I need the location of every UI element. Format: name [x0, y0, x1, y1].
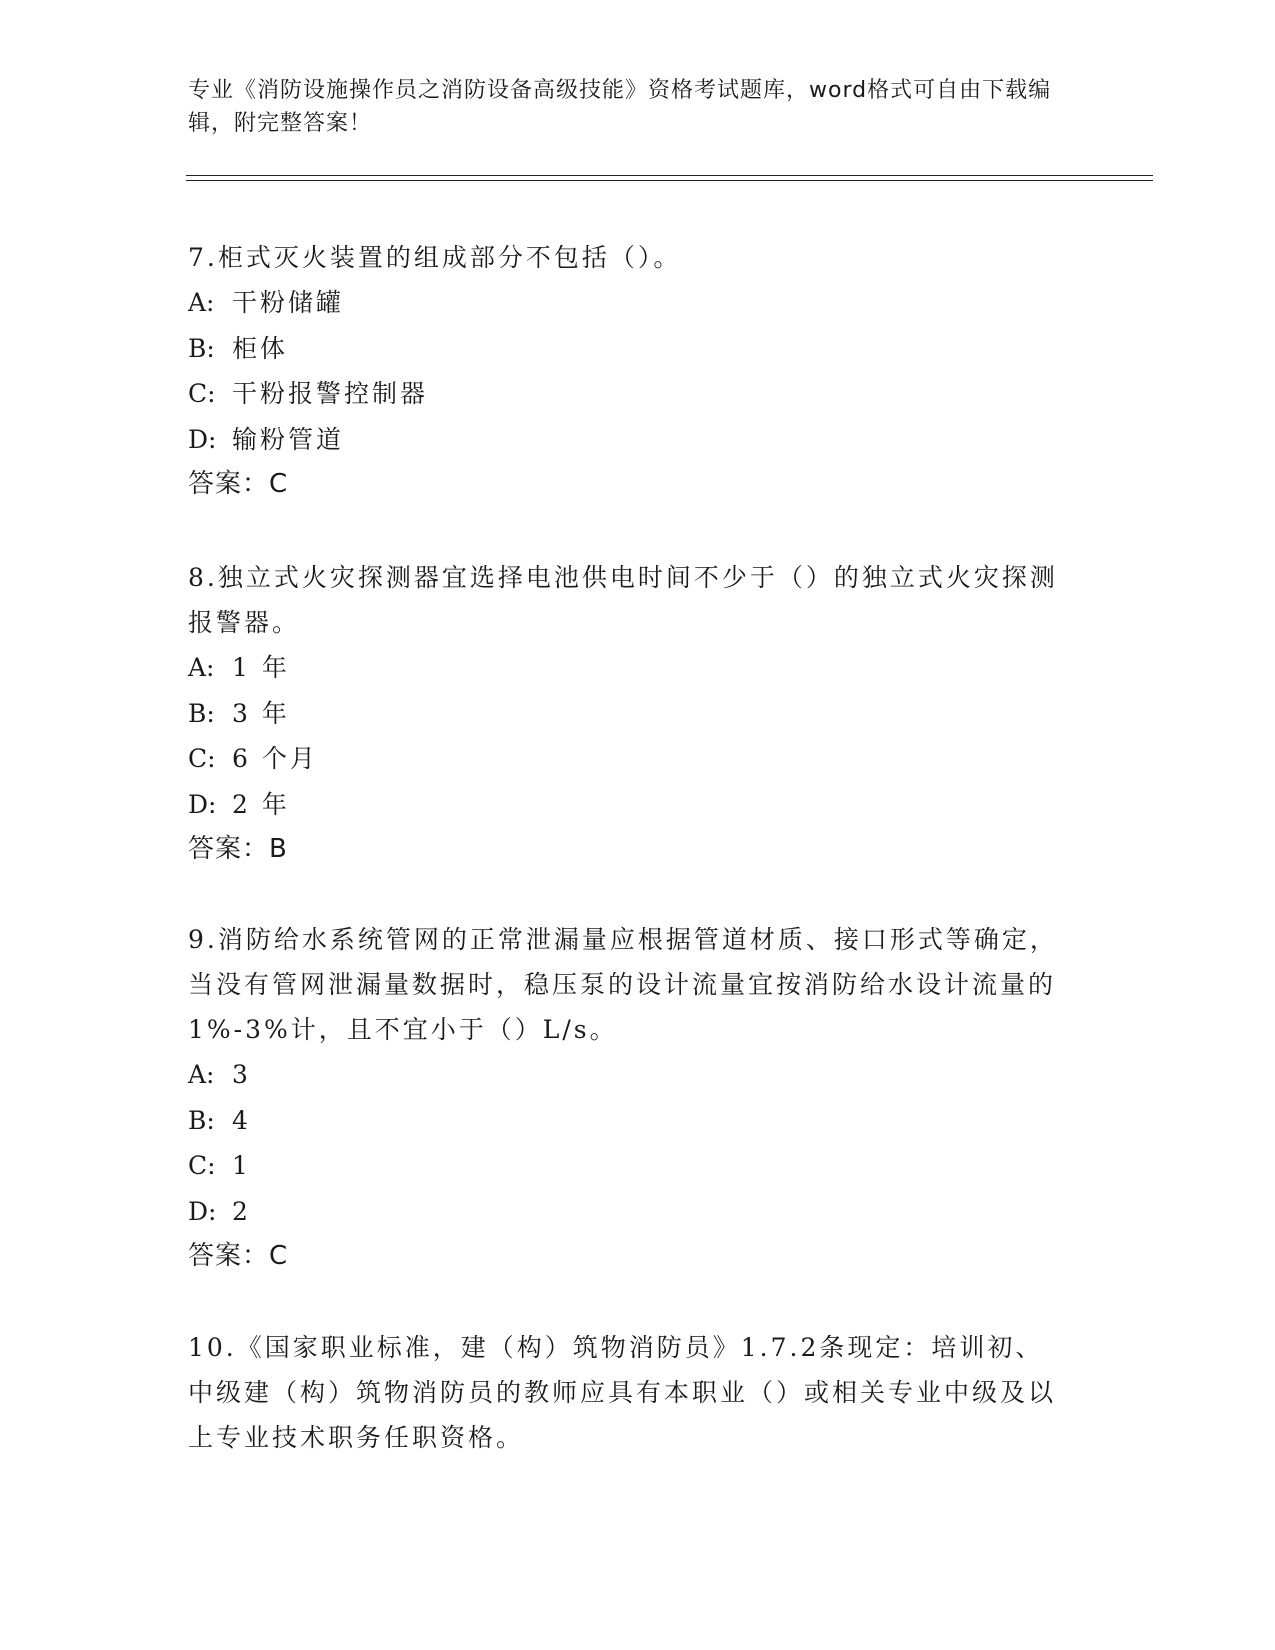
question-number: 10. [188, 1333, 237, 1362]
option-b [188, 1098, 1068, 1144]
question-number: 8. [188, 563, 218, 592]
option-a [188, 280, 1068, 326]
option-letter: D: [188, 1196, 217, 1226]
option-letter: C: [188, 1151, 216, 1180]
option-text: 4 [232, 1105, 251, 1135]
question-10 [188, 1325, 1068, 1460]
answer-line: 答案：C [188, 469, 289, 499]
option-text: 3 [232, 1060, 251, 1089]
question-number: 7. [188, 243, 218, 272]
option-letter: A: [188, 653, 215, 682]
option-text: 干粉储罐 [232, 288, 345, 317]
question-number: 9. [188, 925, 218, 954]
question-text [188, 917, 1068, 1052]
option-b [188, 691, 1068, 737]
option-letter: C: [188, 744, 216, 773]
option-text: 6 个月 [232, 744, 318, 773]
option-text: 2 年 [232, 789, 290, 819]
option-letter: B: [188, 1105, 215, 1135]
header-divider-bottom [186, 180, 1153, 181]
question-stem: 柜式灭火装置的组成部分不包括（）。 [217, 243, 682, 272]
option-text: 2 [232, 1196, 251, 1226]
option-letter: A: [188, 288, 215, 317]
question-stem: 《国家职业标准，建（构）筑物消防员》1.7.2条现定：培训初、中级建（构）筑物消防员的教师应具有本职业（）或相关专业中级及以上专业技术职务任职资格。 [188, 1333, 1057, 1452]
option-c [188, 736, 1068, 782]
option-d [188, 1189, 1068, 1235]
question-8 [188, 555, 1068, 873]
question-stem: 独立式火灾探测器宜选择电池供电时间不少于（）的独立式火灾探测报警器。 [188, 563, 1058, 637]
option-c [188, 371, 1068, 417]
option-d [188, 417, 1068, 463]
option-letter: B: [188, 333, 215, 363]
option-letter: A: [188, 1060, 215, 1089]
option-letter: D: [188, 424, 217, 454]
option-text: 3 年 [232, 698, 290, 728]
option-b [188, 326, 1068, 372]
question-stem: 消防给水系统管网的正常泄漏量应根据管道材质、接口形式等确定，当没有管网泄漏量数据时，稳压泵的设计流量宜按消防给水设计流量的 1%-3%计，且不宜小于（）L/s。 [188, 925, 1058, 1044]
answer-line: 答案：B [188, 834, 288, 864]
option-a [188, 645, 1068, 691]
option-a [188, 1052, 1068, 1098]
question-text [188, 555, 1068, 645]
document-header: 专业《消防设施操作员之消防设备高级技能》资格考试题库，word格式可自由下载编辑，附完整答案！ [188, 78, 1052, 136]
question-text [188, 1325, 1068, 1460]
option-text: 1 年 [232, 653, 290, 682]
option-letter: D: [188, 789, 217, 819]
option-letter: C: [188, 379, 216, 408]
option-text: 1 [232, 1151, 251, 1180]
option-d [188, 782, 1068, 828]
question-text [188, 235, 1068, 280]
option-text: 干粉报警控制器 [232, 379, 429, 408]
question-9 [188, 917, 1068, 1280]
question-7 [188, 235, 1068, 508]
header-divider-top [186, 175, 1153, 176]
option-text: 输粉管道 [232, 424, 345, 454]
option-text: 柜体 [232, 333, 289, 363]
option-c [188, 1143, 1068, 1189]
answer-line: 答案：C [188, 1241, 289, 1271]
option-letter: B: [188, 698, 215, 728]
